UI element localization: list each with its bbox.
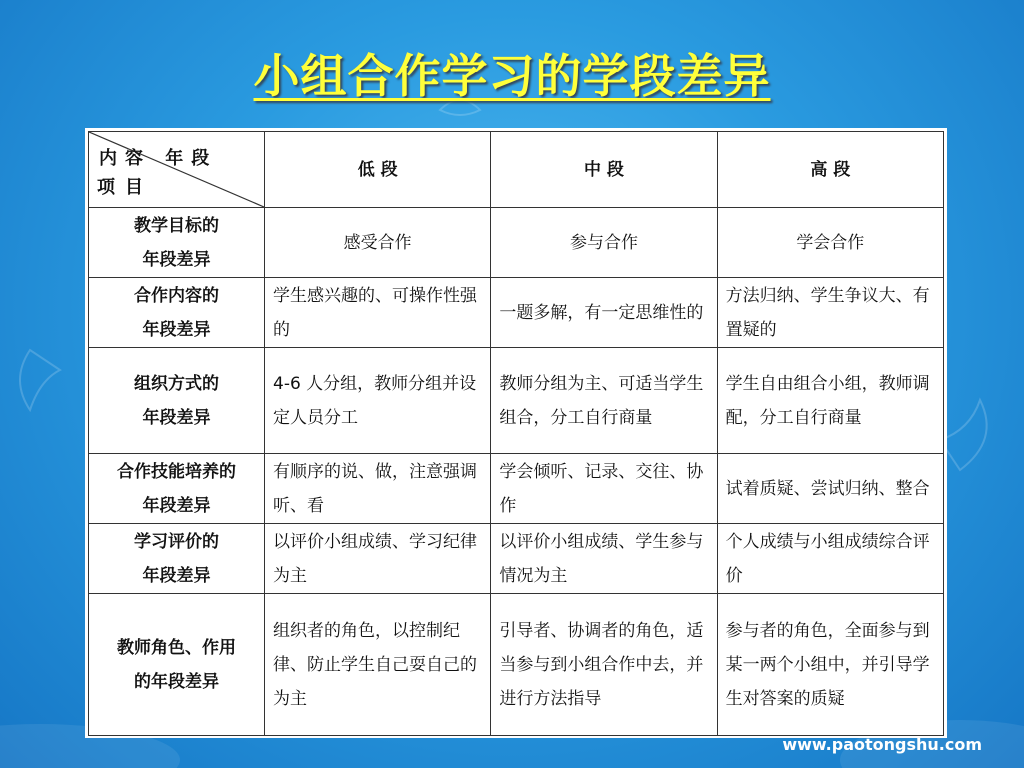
table-row (89, 454, 944, 524)
slide-title: 小组合作学习的学段差异 (253, 49, 771, 103)
corner-label-top: 内容 年段 (99, 148, 218, 169)
corner-label-bottom: 项目 (97, 177, 153, 198)
table-cell: 试着质疑、尝试归纳、整合 (717, 454, 943, 524)
table-corner-cell (89, 132, 265, 208)
table-row (89, 524, 944, 594)
column-header-low: 低 段 (265, 132, 491, 208)
table-cell: 有顺序的说、做，注意强调听、看 (265, 454, 491, 524)
watermark-url: www.paotongshu.com (782, 735, 982, 754)
row-header: 组织方式的 年段差异 (89, 348, 265, 454)
table-cell: 一题多解，有一定思维性的 (491, 278, 717, 348)
row-header: 合作内容的 年段差异 (89, 278, 265, 348)
table-cell: 感受合作 (265, 208, 491, 278)
table-cell: 组织者的角色，以控制纪律、防止学生自己耍自己的为主 (265, 594, 491, 736)
table-cell: 方法归纳、学生争议大、有置疑的 (717, 278, 943, 348)
column-header-high: 高 段 (717, 132, 943, 208)
table-cell: 学生感兴趣的、可操作性强的 (265, 278, 491, 348)
table-cell: 以评价小组成绩、学习纪律为主 (265, 524, 491, 594)
column-header-middle: 中 段 (491, 132, 717, 208)
table-cell: 参与合作 (491, 208, 717, 278)
comparison-table-container (85, 128, 947, 738)
row-header: 合作技能培养的 年段差异 (89, 454, 265, 524)
table-cell: 学会合作 (717, 208, 943, 278)
table-cell: 引导者、协调者的角色，适当参与到小组合作中去，并进行方法指导 (491, 594, 717, 736)
table-cell: 学生自由组合小组，教师调配，分工自行商量 (717, 348, 943, 454)
table-cell: 参与者的角色，全面参与到某一两个小组中，并引导学生对答案的质疑 (717, 594, 943, 736)
table-row (89, 594, 944, 736)
row-header: 教学目标的 年段差异 (89, 208, 265, 278)
row-header: 学习评价的 年段差异 (89, 524, 265, 594)
row-header: 教师角色、作用 的年段差异 (89, 594, 265, 736)
table-row (89, 348, 944, 454)
table-cell: 学会倾听、记录、交往、协作 (491, 454, 717, 524)
table-cell: 4-6 人分组，教师分组并设定人员分工 (265, 348, 491, 454)
table-cell: 个人成绩与小组成绩综合评价 (717, 524, 943, 594)
table-cell: 以评价小组成绩、学生参与情况为主 (491, 524, 717, 594)
table-cell: 教师分组为主、可适当学生组合，分工自行商量 (491, 348, 717, 454)
comparison-table (88, 131, 944, 736)
table-row (89, 208, 944, 278)
table-row (89, 278, 944, 348)
table-header-row (89, 132, 944, 208)
